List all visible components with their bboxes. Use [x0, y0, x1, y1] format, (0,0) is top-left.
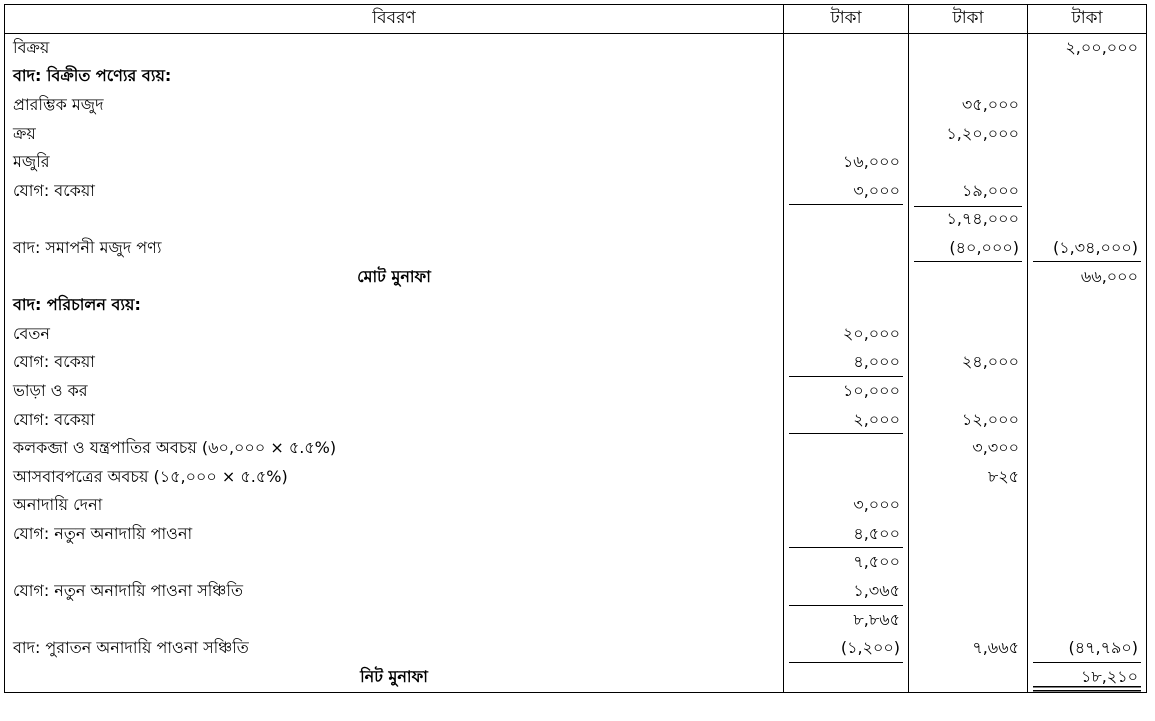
row-add-new-bad-debts: [5, 520, 1147, 549]
row-amount-col-3: [1028, 549, 1147, 578]
row-salary: [5, 320, 1147, 349]
row-amount-col-1: (১,২০০): [784, 634, 909, 663]
row-amount-col-2: [909, 606, 1028, 635]
row-sales: [5, 34, 1147, 63]
header-amount-col-3: টাকা: [1028, 5, 1147, 34]
row-amount-col-2: [909, 63, 1028, 92]
row-description: আসবাবপত্রের অবচয় (১৫,০০০ × ৫.৫%): [5, 463, 784, 492]
row-description: [5, 549, 784, 578]
income-statement-table: [4, 4, 1147, 693]
row-amount-col-2: ৩,৩০০: [909, 434, 1028, 463]
row-amount-col-3: (১,৩৪,০০০): [1028, 234, 1147, 263]
row-amount-col-2: ২৪,০০০: [909, 349, 1028, 378]
row-amount-col-1: ৭,৫০০: [784, 549, 909, 578]
row-add-outstanding-salary: [5, 349, 1147, 378]
row-amount-col-1: [784, 34, 909, 63]
row-description: যোগ: বকেয়া: [5, 177, 784, 206]
row-amount-col-3: [1028, 91, 1147, 120]
row-amount-col-2: [909, 263, 1028, 292]
row-amount-col-1: [784, 263, 909, 292]
row-gross-profit: [5, 263, 1147, 292]
row-amount-col-1: [784, 120, 909, 149]
row-bad-debts-subtotal: [5, 549, 1147, 578]
row-amount-col-2: [909, 520, 1028, 549]
row-amount-col-3: ২,০০,০০০: [1028, 34, 1147, 63]
row-opening-stock: [5, 91, 1147, 120]
row-description: ভাড়া ও কর: [5, 377, 784, 406]
row-less-old-provision: [5, 634, 1147, 663]
row-amount-col-1: [784, 434, 909, 463]
row-amount-col-2: [909, 320, 1028, 349]
row-amount-col-3: [1028, 63, 1147, 92]
row-wages: [5, 148, 1147, 177]
row-amount-col-1: ৩,০০০: [784, 492, 909, 521]
row-amount-col-2: ১৯,০০০: [909, 177, 1028, 206]
gross-profit-label: মোট মুনাফা: [5, 263, 784, 292]
row-amount-col-1: [784, 463, 909, 492]
row-description: মজুরি: [5, 148, 784, 177]
row-description: প্রারম্ভিক মজুদ: [5, 91, 784, 120]
row-less-operating-heading: [5, 291, 1147, 320]
row-amount-col-3: [1028, 406, 1147, 435]
row-add-outstanding-rent: [5, 406, 1147, 435]
header-description: বিবরণ: [5, 5, 784, 34]
row-amount-col-3: [1028, 377, 1147, 406]
row-amount-col-1: ১,৩৬৫: [784, 577, 909, 606]
row-amount-col-3: [1028, 291, 1147, 320]
section-heading: বাদ: বিক্রীত পণ্যের ব্যয়:: [5, 63, 784, 92]
row-description: বেতন: [5, 320, 784, 349]
row-amount-col-2: [909, 663, 1028, 692]
row-description: [5, 206, 784, 235]
row-amount-col-1: [784, 234, 909, 263]
row-description: [5, 606, 784, 635]
row-amount-col-2: ১,৭৪,০০০: [909, 206, 1028, 235]
row-description: অনাদায়ি দেনা: [5, 492, 784, 521]
row-amount-col-1: [784, 291, 909, 320]
row-description: বাদ: সমাপনী মজুদ পণ্য: [5, 234, 784, 263]
row-amount-col-3: [1028, 320, 1147, 349]
row-machinery-depreciation: [5, 434, 1147, 463]
row-amount-col-2: [909, 577, 1028, 606]
row-amount-col-3: ৬৬,০০০: [1028, 263, 1147, 292]
row-description: ক্রয়: [5, 120, 784, 149]
row-description: কলকব্জা ও যন্ত্রপাতির অবচয় (৬০,০০০ × ৫.৫%): [5, 434, 784, 463]
row-amount-col-1: ১০,০০০: [784, 377, 909, 406]
row-description: যোগ: নতুন অনাদায়ি পাওনা সঞ্চিতি: [5, 577, 784, 606]
row-amount-col-1: [784, 663, 909, 692]
row-amount-col-1: ২,০০০: [784, 406, 909, 435]
net-profit-label: নিট মুনাফা: [5, 663, 784, 692]
row-amount-col-3: [1028, 577, 1147, 606]
row-amount-col-2: [909, 549, 1028, 578]
row-description: বিক্রয়: [5, 34, 784, 63]
row-amount-col-3: [1028, 148, 1147, 177]
row-amount-col-3: [1028, 520, 1147, 549]
row-description: বাদ: পুরাতন অনাদায়ি পাওনা সঞ্চিতি: [5, 634, 784, 663]
row-subtotal: [5, 206, 1147, 235]
row-amount-col-1: ৮,৮৬৫: [784, 606, 909, 635]
row-amount-col-1: ৪,০০০: [784, 349, 909, 378]
row-amount-col-3: [1028, 606, 1147, 635]
row-purchases: [5, 120, 1147, 149]
row-amount-col-2: [909, 492, 1028, 521]
row-amount-col-2: [909, 291, 1028, 320]
section-heading: বাদ: পরিচালন ব্যয়:: [5, 291, 784, 320]
row-amount-col-1: ৪,৫০০: [784, 520, 909, 549]
row-amount-col-3: [1028, 349, 1147, 378]
header-amount-col-1: টাকা: [784, 5, 909, 34]
header-amount-col-2: টাকা: [909, 5, 1028, 34]
row-amount-col-3: [1028, 434, 1147, 463]
row-less-cogs-heading: [5, 63, 1147, 92]
row-amount-col-1: [784, 63, 909, 92]
row-less-closing-stock: [5, 234, 1147, 263]
row-rent-and-tax: [5, 377, 1147, 406]
row-amount-col-2: (৪০,০০০): [909, 234, 1028, 263]
row-amount-col-2: [909, 377, 1028, 406]
row-amount-col-2: ৭,৬৬৫: [909, 634, 1028, 663]
header-row: [5, 5, 1147, 34]
row-bad-debts: [5, 492, 1147, 521]
row-description: যোগ: বকেয়া: [5, 406, 784, 435]
row-net-profit: [5, 663, 1147, 692]
row-amount-col-1: ১৬,০০০: [784, 148, 909, 177]
row-furniture-depreciation: [5, 463, 1147, 492]
row-amount-col-3: [1028, 206, 1147, 235]
row-amount-col-3: [1028, 120, 1147, 149]
net-profit-amount: ১৮,২১০: [1028, 663, 1147, 692]
row-amount-col-1: [784, 206, 909, 235]
row-provision-subtotal: [5, 606, 1147, 635]
row-amount-col-3: (৪৭,৭৯০): [1028, 634, 1147, 663]
row-amount-col-1: ৩,০০০: [784, 177, 909, 206]
row-amount-col-2: ১,২০,০০০: [909, 120, 1028, 149]
row-amount-col-3: [1028, 492, 1147, 521]
row-add-outstanding-wages: [5, 177, 1147, 206]
row-amount-col-1: ২০,০০০: [784, 320, 909, 349]
row-amount-col-2: [909, 34, 1028, 63]
row-amount-col-3: [1028, 177, 1147, 206]
row-add-new-provision: [5, 577, 1147, 606]
row-amount-col-2: ৩৫,০০০: [909, 91, 1028, 120]
row-amount-col-1: [784, 91, 909, 120]
row-amount-col-2: [909, 148, 1028, 177]
row-amount-col-2: ১২,০০০: [909, 406, 1028, 435]
row-amount-col-2: ৮২৫: [909, 463, 1028, 492]
row-amount-col-3: [1028, 463, 1147, 492]
row-description: যোগ: নতুন অনাদায়ি পাওনা: [5, 520, 784, 549]
row-description: যোগ: বকেয়া: [5, 349, 784, 378]
